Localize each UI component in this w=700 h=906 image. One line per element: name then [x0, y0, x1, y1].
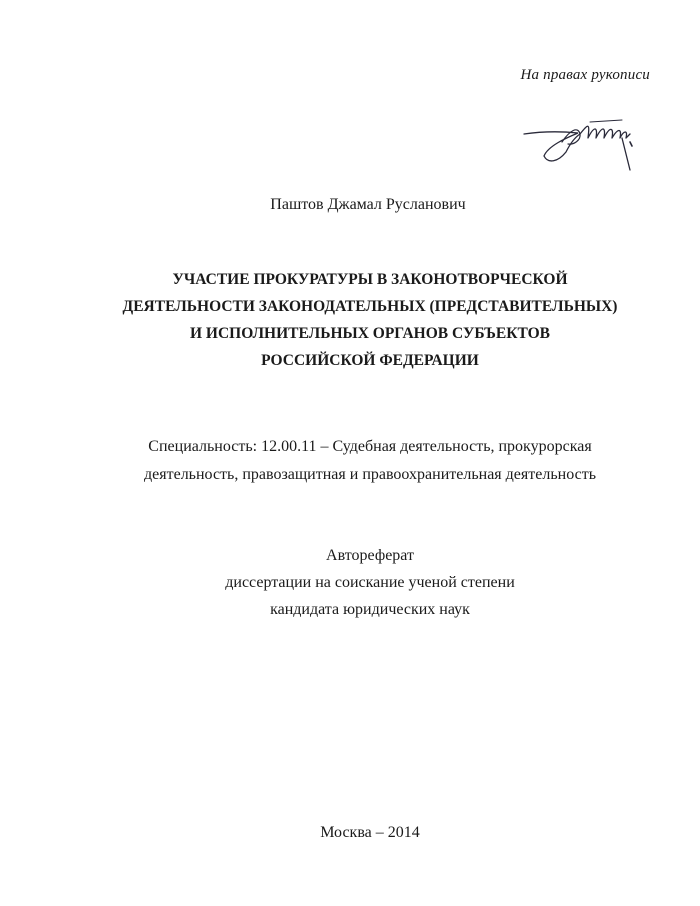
- dissertation-title: [100, 266, 640, 374]
- specialty-block: [100, 433, 640, 489]
- abstract-heading: Автореферат: [326, 547, 414, 564]
- specialty-line: Специальность: 12.00.11 – Судебная деятельность, прокурорская: [148, 438, 592, 455]
- handwritten-signature: [518, 112, 648, 182]
- rights-note: На правах рукописи: [520, 67, 650, 83]
- specialty-line: деятельность, правозащитная и правоохранительная деятельность: [144, 466, 596, 483]
- abstract-line: диссертации на соискание ученой степени: [225, 574, 515, 591]
- abstract-line: кандидата юридических наук: [270, 601, 470, 618]
- city-year: Москва – 2014: [320, 824, 420, 841]
- author-name: Паштов Джамал Русланович: [270, 196, 466, 213]
- title-line: РОССИЙСКОЙ ФЕДЕРАЦИИ: [261, 352, 479, 369]
- abstract-block: [100, 542, 640, 623]
- title-line: ДЕЯТЕЛЬНОСТИ ЗАКОНОДАТЕЛЬНЫХ (ПРЕДСТАВИТЕЛЬНЫХ): [122, 298, 618, 315]
- title-line: УЧАСТИЕ ПРОКУРАТУРЫ В ЗАКОНОТВОРЧЕСКОЙ: [172, 271, 568, 288]
- title-line: И ИСПОЛНИТЕЛЬНЫХ ОРГАНОВ СУБЪЕКТОВ: [189, 325, 550, 342]
